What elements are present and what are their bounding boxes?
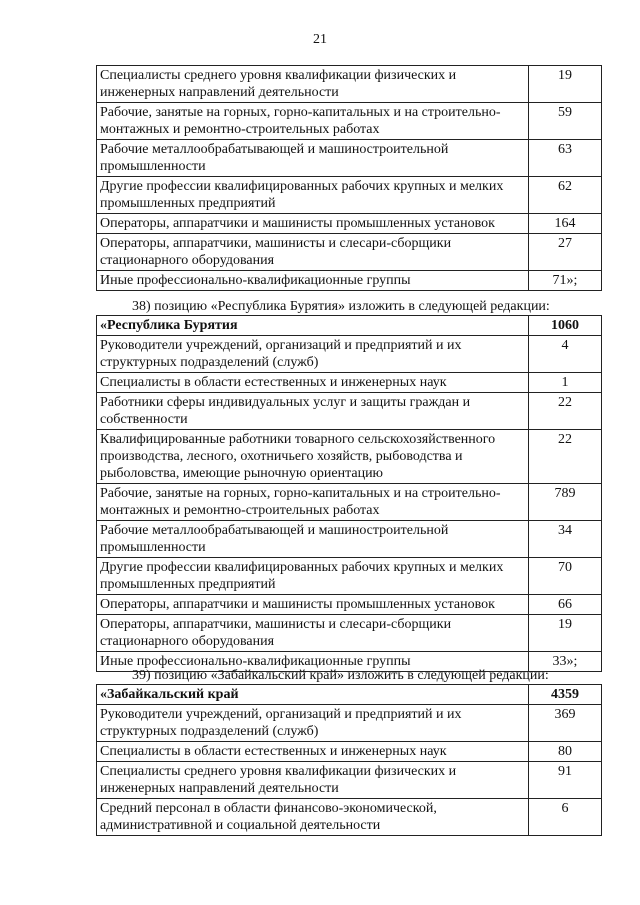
row-value: 27 — [529, 234, 602, 271]
paragraph-38: 38) позицию «Республика Бурятия» изложить в следующей редакции: — [132, 299, 550, 314]
table-body — [97, 66, 602, 291]
table-row — [97, 393, 602, 430]
table-row — [97, 615, 602, 652]
table-row — [97, 705, 602, 742]
row-label: Рабочие, занятые на горных, горно-капитальных и на строительно-монтажных и ремонтно-строительных работах — [97, 103, 529, 140]
row-value: 71»; — [529, 271, 602, 291]
row-value: 1 — [529, 373, 602, 393]
paragraph-39: 39) позицию «Забайкальский край» изложить в следующей редакции: — [132, 668, 549, 683]
table-row — [97, 430, 602, 484]
row-value: 19 — [529, 615, 602, 652]
row-label: Специалисты в области естественных и инженерных наук — [97, 373, 529, 393]
row-value: 33»; — [529, 652, 602, 672]
row-label: Иные профессионально-квалификационные группы — [97, 271, 529, 291]
table-row — [97, 742, 602, 762]
row-label: «Забайкальский край — [97, 685, 529, 705]
row-label: Специалисты среднего уровня квалификации физических и инженерных направлений деятельности — [97, 66, 529, 103]
row-value: 63 — [529, 140, 602, 177]
row-label: Другие профессии квалифицированных рабочих крупных и мелких промышленных предприятий — [97, 558, 529, 595]
row-value: 66 — [529, 595, 602, 615]
table-buryatia — [96, 315, 602, 672]
table-row — [97, 234, 602, 271]
table-row — [97, 214, 602, 234]
row-label: Специалисты в области естественных и инженерных наук — [97, 742, 529, 762]
row-value: 62 — [529, 177, 602, 214]
table-row — [97, 271, 602, 291]
table-header-row — [97, 685, 602, 705]
table-row — [97, 595, 602, 615]
row-label: «Республика Бурятия — [97, 316, 529, 336]
row-label: Специалисты среднего уровня квалификации физических и инженерных направлений деятельности — [97, 762, 529, 799]
row-value: 22 — [529, 393, 602, 430]
row-value: 789 — [529, 484, 602, 521]
row-label: Руководители учреждений, организаций и предприятий и их структурных подразделений (служб) — [97, 705, 529, 742]
row-label: Работники сферы индивидуальных услуг и защиты граждан и собственности — [97, 393, 529, 430]
table-row — [97, 558, 602, 595]
table-row — [97, 521, 602, 558]
row-value: 6 — [529, 799, 602, 836]
row-value: 80 — [529, 742, 602, 762]
table-row — [97, 336, 602, 373]
table-row — [97, 762, 602, 799]
table-row — [97, 373, 602, 393]
row-value: 19 — [529, 66, 602, 103]
row-value: 1060 — [529, 316, 602, 336]
table-row — [97, 177, 602, 214]
row-value: 59 — [529, 103, 602, 140]
row-label: Рабочие металлообрабатывающей и машиностроительной промышленности — [97, 521, 529, 558]
row-value: 34 — [529, 521, 602, 558]
row-label: Руководители учреждений, организаций и предприятий и их структурных подразделений (служб) — [97, 336, 529, 373]
table-body — [97, 316, 602, 672]
row-label: Средний персонал в области финансово-экономической, административной и социальной деятельности — [97, 799, 529, 836]
row-label: Другие профессии квалифицированных рабочих крупных и мелких промышленных предприятий — [97, 177, 529, 214]
table-row — [97, 140, 602, 177]
row-label: Иные профессионально-квалификационные группы — [97, 652, 529, 672]
row-label: Операторы, аппаратчики и машинисты промышленных установок — [97, 595, 529, 615]
row-label: Рабочие, занятые на горных, горно-капитальных и на строительно-монтажных и ремонтно-строительных работах — [97, 484, 529, 521]
row-value: 369 — [529, 705, 602, 742]
row-value: 70 — [529, 558, 602, 595]
row-value: 164 — [529, 214, 602, 234]
table-header-row — [97, 316, 602, 336]
table-body — [97, 685, 602, 836]
table-continued — [96, 65, 602, 291]
row-label: Операторы, аппаратчики, машинисты и слесари-сборщики стационарного оборудования — [97, 234, 529, 271]
table-row — [97, 799, 602, 836]
row-value: 22 — [529, 430, 602, 484]
row-label: Рабочие металлообрабатывающей и машиностроительной промышленности — [97, 140, 529, 177]
row-value: 91 — [529, 762, 602, 799]
page-number: 21 — [313, 32, 327, 47]
row-value: 4 — [529, 336, 602, 373]
table-row — [97, 103, 602, 140]
table-zabaykalsky — [96, 684, 602, 836]
row-label: Операторы, аппаратчики, машинисты и слесари-сборщики стационарного оборудования — [97, 615, 529, 652]
row-label: Операторы, аппаратчики и машинисты промышленных установок — [97, 214, 529, 234]
row-value: 4359 — [529, 685, 602, 705]
table-row — [97, 66, 602, 103]
row-label: Квалифицированные работники товарного сельскохозяйственного производства, лесного, охотничьего хозяйств, рыбоводства и рыболовства, имеющие рыночную ориентацию — [97, 430, 529, 484]
table-row — [97, 484, 602, 521]
